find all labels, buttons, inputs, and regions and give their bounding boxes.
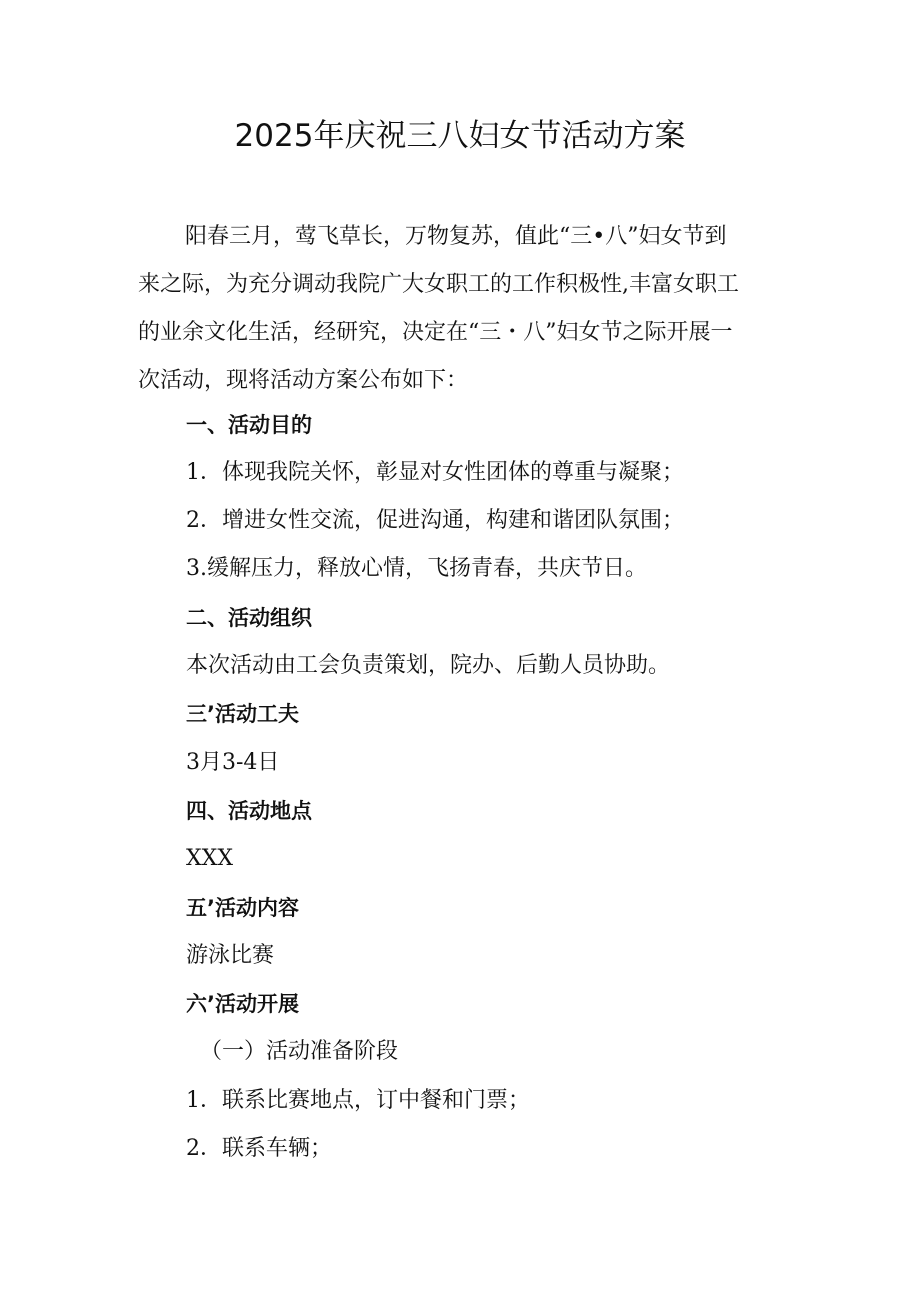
section-3-heading: 三’活动工夫 xyxy=(186,702,299,726)
section-5-text: 游泳比赛 xyxy=(186,943,275,968)
section-1-item-1: 1．体现我院关怀，彰显对女性团体的尊重与凝聚； xyxy=(186,460,684,485)
section-6-heading: 六’活动开展 xyxy=(186,992,299,1016)
section-6-item-2: 2．联系车辆； xyxy=(186,1136,332,1161)
document-title: 2025年庆祝三八妇女节活动方案 xyxy=(234,118,686,154)
section-4-text: XXX xyxy=(186,846,233,871)
section-6-item-1: 1．联系比赛地点，订中餐和门票； xyxy=(186,1088,530,1113)
section-1-item-3: 3.缓解压力，释放心情，飞扬青春，共庆节日。 xyxy=(186,556,647,581)
intro-line-3: 的业余文化生活，经研究，决定在“三・八”妇女节之际开展一 xyxy=(138,320,733,345)
section-1-item-2: 2．增进女性交流，促进沟通，构建和谐团队氛围； xyxy=(186,508,684,533)
section-3-text: 3月3-4日 xyxy=(186,750,280,775)
intro-line-1: 阳春三月，莺飞草长，万物复苏，值此“三•八”妇女节到 xyxy=(185,224,727,249)
section-6-subheading: （一）活动准备阶段 xyxy=(200,1039,399,1064)
section-5-heading: 五’活动内容 xyxy=(186,896,299,920)
intro-paragraph xyxy=(138,213,788,405)
section-2-text: 本次活动由工会负责策划，院办、后勤人员协助。 xyxy=(186,653,671,678)
intro-line-4: 次活动，现将活动方案公布如下： xyxy=(138,368,469,393)
section-4-heading: 四、活动地点 xyxy=(186,799,312,823)
intro-line-2: 来之际，为充分调动我院广大女职工的工作积极性,丰富女职工 xyxy=(138,272,739,297)
section-2-heading: 二、活动组织 xyxy=(186,606,312,630)
section-1-heading: 一、活动目的 xyxy=(186,413,312,437)
